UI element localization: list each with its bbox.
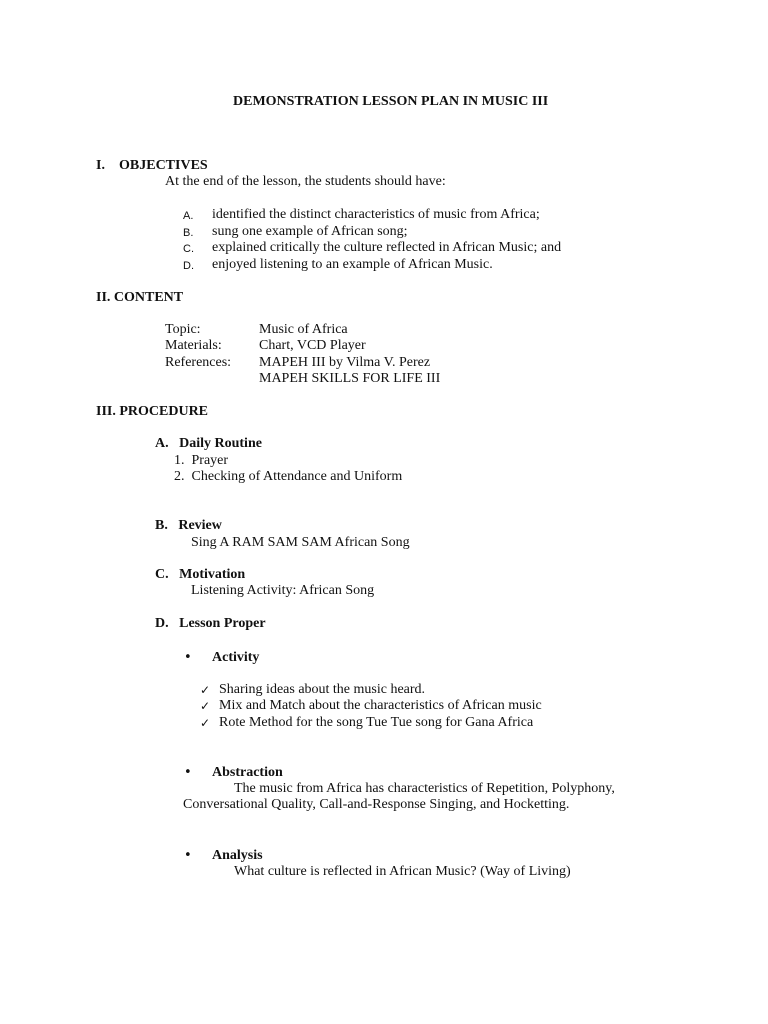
document-title: DEMONSTRATION LESSON PLAN IN MUSIC III: [233, 94, 549, 109]
topic-label: Topic:: [165, 322, 201, 337]
daily-routine-heading: A. Daily Routine: [155, 436, 262, 451]
abstraction-text-line2: Conversational Quality, Call-and-Response Singing, and Hocketting.: [183, 797, 570, 812]
materials-label: Materials:: [165, 338, 222, 353]
objective-letter: D.: [183, 260, 194, 272]
abstraction-heading: Abstraction: [212, 765, 283, 780]
bullet-icon: •: [184, 650, 192, 665]
objectives-number: I.: [96, 158, 105, 173]
reference-item: MAPEH III by Vilma V. Perez: [259, 355, 431, 370]
topic-value: Music of Africa: [259, 322, 348, 337]
reference-item: MAPEH SKILLS FOR LIFE III: [259, 371, 441, 386]
content-heading: II. CONTENT: [96, 290, 184, 305]
activity-item: Sharing ideas about the music heard.: [219, 682, 426, 697]
objective-text: explained critically the culture reflected in African Music; and: [212, 240, 562, 255]
objective-text: sung one example of African song;: [212, 224, 408, 239]
objectives-intro: At the end of the lesson, the students should have:: [165, 174, 446, 189]
checkmark-icon: ✓: [200, 716, 211, 730]
references-label: References:: [165, 355, 232, 370]
motivation-heading: C. Motivation: [155, 567, 246, 582]
procedure-heading: III. PROCEDURE: [96, 404, 209, 419]
routine-item: 1. Prayer: [174, 453, 229, 468]
objective-text: enjoyed listening to an example of African Music.: [212, 257, 493, 272]
lesson-proper-heading: D. Lesson Proper: [155, 616, 266, 631]
analysis-heading: Analysis: [212, 848, 263, 863]
routine-item: 2. Checking of Attendance and Uniform: [174, 469, 403, 484]
abstraction-text-line1: The music from Africa has characteristics of Repetition, Polyphony,: [234, 781, 615, 796]
objective-letter: B.: [183, 227, 194, 239]
objectives-heading: OBJECTIVES: [119, 158, 208, 173]
activity-item: Mix and Match about the characteristics of African music: [219, 698, 542, 713]
materials-value: Chart, VCD Player: [259, 338, 366, 353]
objective-text: identified the distinct characteristics of music from Africa;: [212, 207, 540, 222]
bullet-icon: •: [184, 848, 192, 863]
bullet-icon: •: [184, 765, 192, 780]
objective-letter: A.: [183, 210, 194, 222]
review-text: Sing A RAM SAM SAM African Song: [191, 535, 410, 550]
motivation-text: Listening Activity: African Song: [191, 583, 375, 598]
activity-heading: Activity: [212, 650, 260, 665]
analysis-text: What culture is reflected in African Music? (Way of Living): [234, 864, 571, 879]
review-heading: B. Review: [155, 518, 222, 533]
objective-letter: C.: [183, 243, 194, 255]
activity-item: Rote Method for the song Tue Tue song for Gana Africa: [219, 715, 534, 730]
checkmark-icon: ✓: [200, 683, 211, 697]
checkmark-icon: ✓: [200, 699, 211, 713]
